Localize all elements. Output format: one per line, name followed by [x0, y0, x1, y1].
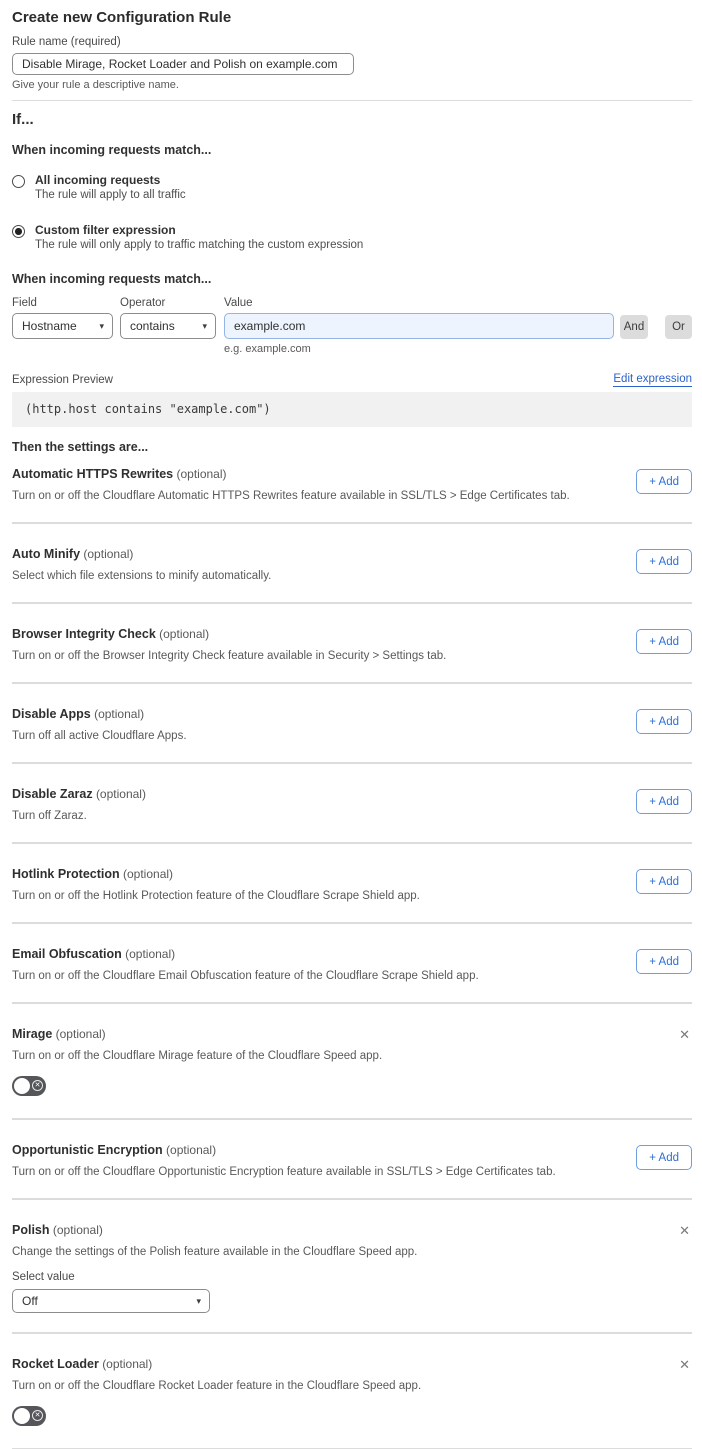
setting-optional-label: (optional) [95, 787, 146, 801]
setting-description: Turn on or off the Cloudflare Mirage feature of the Cloudflare Speed app. [12, 1050, 383, 1062]
settings-list [12, 454, 692, 1449]
if-heading: If... [12, 111, 34, 128]
setting-description: Turn on or off the Cloudflare Rocket Loader feature in the Cloudflare Speed app. [12, 1380, 422, 1392]
setting-value-select[interactable] [12, 1289, 210, 1313]
then-settings-heading: Then the settings are... [12, 440, 149, 454]
setting-name: Disable Apps [12, 707, 91, 721]
add-setting-button[interactable]: + Add [636, 869, 692, 894]
setting-row [12, 764, 692, 842]
chevron-down-icon: ▾ [99, 320, 104, 331]
toggle-off-x-icon: ✕ [32, 1410, 43, 1421]
filter-builder-row [12, 297, 692, 355]
field-select-value: Hostname [22, 319, 77, 333]
expression-preview-header [12, 372, 692, 387]
setting-row [12, 924, 692, 1002]
select-value-label: Select value [12, 1271, 75, 1283]
operator-label: Operator [120, 297, 166, 309]
toggle-knob [14, 1408, 30, 1424]
value-input[interactable] [224, 313, 614, 339]
expression-preview-code: (http.host contains "example.com") [12, 392, 692, 427]
setting-description: Turn on or off the Cloudflare Automatic HTTPS Rewrites feature available in SSL/TLS > Edge Certificates tab. [12, 490, 570, 502]
setting-row [12, 604, 692, 682]
setting-name: Auto Minify [12, 547, 81, 561]
setting-description: Turn on or off the Browser Integrity Check feature available in Security > Settings tab. [12, 650, 447, 662]
add-setting-button[interactable]: + Add [636, 789, 692, 814]
radio-option-description: The rule will apply to all traffic [35, 189, 186, 201]
when-incoming-requests-match-heading-2: When incoming requests match... [12, 272, 212, 286]
radio-option-description: The rule will only apply to traffic matching the custom expression [35, 239, 364, 251]
toggle-off-x-icon: ✕ [32, 1080, 43, 1091]
setting-optional-label: (optional) [176, 467, 227, 481]
setting-row [12, 454, 692, 522]
setting-description: Turn off all active Cloudflare Apps. [12, 730, 187, 742]
setting-optional-label: (optional) [83, 547, 134, 561]
setting-name: Mirage [12, 1027, 53, 1041]
rule-name-help: Give your rule a descriptive name. [12, 79, 179, 91]
radio-button[interactable] [12, 225, 25, 238]
setting-row [12, 524, 692, 602]
value-hint: e.g. example.com [224, 343, 311, 355]
toggle-switch-off[interactable] [12, 1406, 46, 1426]
setting-name: Polish [12, 1223, 50, 1237]
setting-row [12, 1120, 692, 1198]
setting-description: Turn off Zaraz. [12, 810, 87, 822]
setting-optional-label: (optional) [52, 1223, 103, 1237]
operator-select-value: contains [130, 319, 175, 333]
radio-option-label: All incoming requests [35, 173, 161, 187]
page-title: Create new Configuration Rule [12, 9, 232, 26]
rule-name-label: Rule name (required) [12, 36, 121, 48]
setting-name: Disable Zaraz [12, 787, 93, 801]
setting-optional-label: (optional) [102, 1357, 153, 1371]
setting-optional-label: (optional) [159, 627, 210, 641]
radio-option-label: Custom filter expression [35, 223, 176, 237]
setting-row [12, 1334, 692, 1448]
rule-name-input[interactable] [12, 53, 354, 75]
chevron-down-icon: ▾ [202, 320, 207, 331]
field-select[interactable] [12, 313, 113, 339]
setting-description: Turn on or off the Cloudflare Email Obfuscation feature of the Cloudflare Scrape Shield app. [12, 970, 479, 982]
setting-row [12, 1200, 692, 1332]
add-setting-button[interactable]: + Add [636, 1145, 692, 1170]
edit-expression-link[interactable]: Edit expression [613, 373, 692, 385]
setting-name: Browser Integrity Check [12, 627, 156, 641]
and-button[interactable]: And [620, 315, 648, 339]
setting-description: Change the settings of the Polish feature available in the Cloudflare Speed app. [12, 1246, 418, 1258]
close-icon[interactable]: ✕ [679, 1223, 690, 1238]
setting-name: Automatic HTTPS Rewrites [12, 467, 174, 481]
add-setting-button[interactable]: + Add [636, 709, 692, 734]
when-incoming-requests-match-heading: When incoming requests match... [12, 143, 212, 157]
setting-name: Opportunistic Encryption [12, 1143, 163, 1157]
operator-select[interactable] [120, 313, 216, 339]
toggle-knob [14, 1078, 30, 1094]
setting-optional-label: (optional) [94, 707, 145, 721]
divider [12, 100, 692, 101]
setting-name: Rocket Loader [12, 1357, 99, 1371]
expression-preview-label: Expression Preview [12, 374, 113, 386]
setting-select-value: Off [22, 1294, 38, 1308]
setting-description: Turn on or off the Hotlink Protection feature of the Cloudflare Scrape Shield app. [12, 890, 420, 902]
setting-row [12, 684, 692, 762]
or-button[interactable]: Or [665, 315, 692, 339]
radio-option-custom-filter-expression[interactable] [12, 224, 692, 252]
setting-name: Email Obfuscation [12, 947, 122, 961]
setting-description: Select which file extensions to minify automatically. [12, 570, 272, 582]
setting-row [12, 1004, 692, 1118]
radio-option-all-incoming-requests[interactable] [12, 174, 692, 202]
close-icon[interactable]: ✕ [679, 1027, 690, 1042]
setting-optional-label: (optional) [166, 1143, 217, 1157]
close-icon[interactable]: ✕ [679, 1357, 690, 1372]
value-label: Value [224, 297, 253, 309]
setting-name: Hotlink Protection [12, 867, 120, 881]
setting-optional-label: (optional) [55, 1027, 106, 1041]
add-setting-button[interactable]: + Add [636, 949, 692, 974]
setting-optional-label: (optional) [123, 867, 174, 881]
field-label: Field [12, 297, 37, 309]
add-setting-button[interactable]: + Add [636, 549, 692, 574]
add-setting-button[interactable]: + Add [636, 629, 692, 654]
setting-description: Turn on or off the Cloudflare Opportunistic Encryption feature available in SSL/TLS > Edge Certificates tab. [12, 1166, 556, 1178]
radio-button[interactable] [12, 175, 25, 188]
toggle-switch-off[interactable] [12, 1076, 46, 1096]
setting-row [12, 844, 692, 922]
setting-optional-label: (optional) [125, 947, 176, 961]
add-setting-button[interactable]: + Add [636, 469, 692, 494]
chevron-down-icon: ▾ [196, 1295, 201, 1306]
